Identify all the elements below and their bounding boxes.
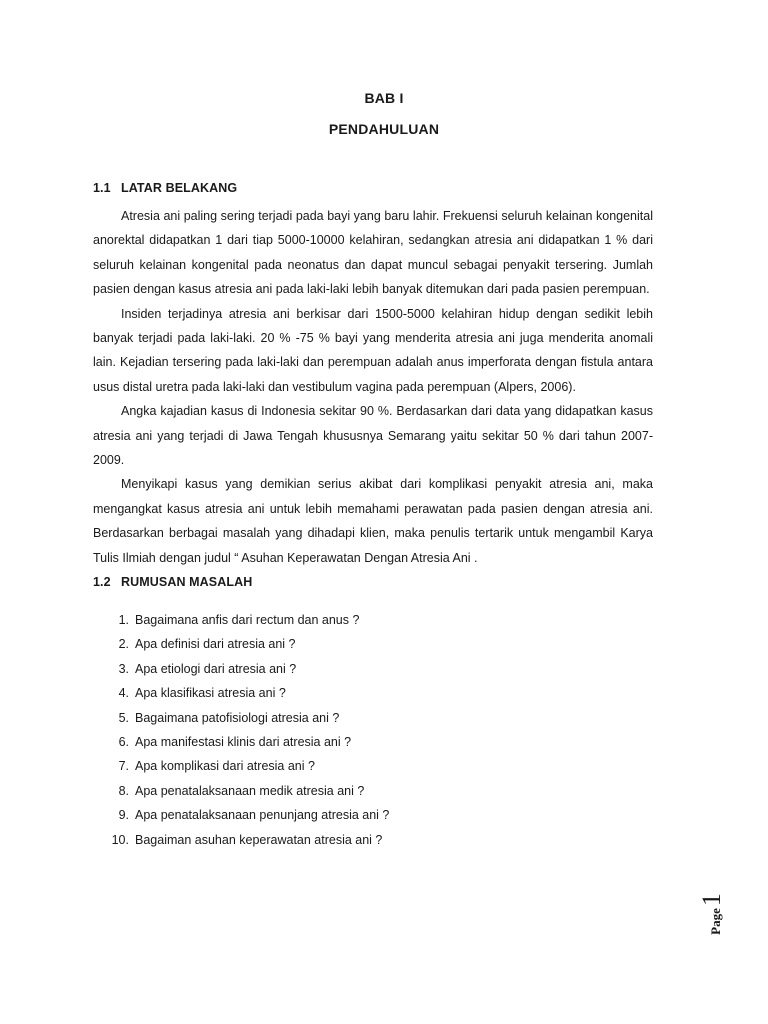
list-number: 6.	[118, 734, 129, 749]
list-item	[93, 807, 653, 831]
list-item	[93, 612, 653, 636]
paragraph: Atresia ani paling sering terjadi pada bayi yang baru lahir. Frekuensi seluruh kelainan kongenital anorektal didapatkan 1 dari tiap 5000-10000 kelahiran, sedangkan atresia ani didapatkan 1 % dari seluruh kelainan kongenital pada neonatus dan dapat muncul sebagai penyakit tersering. Jumlah pasien dengan kasus atresia ani pada laki-laki lebih banyak ditemukan dari pada pasien perempuan.	[93, 209, 653, 297]
section-number: 1.1	[93, 181, 111, 195]
list-text: Apa klasifikasi atresia ani ?	[135, 686, 286, 701]
section-heading-rumusan-masalah	[93, 575, 252, 589]
list-number: 9.	[118, 808, 129, 823]
list-text: Bagaimana patofisiologi atresia ani ?	[135, 710, 340, 725]
list-item	[93, 758, 653, 782]
list-number: 4.	[118, 686, 129, 701]
list-number: 8.	[118, 783, 129, 798]
list-item	[93, 685, 653, 709]
section-number: 1.2	[93, 575, 111, 589]
chapter-number: BAB I	[364, 90, 404, 106]
list-item	[93, 636, 653, 660]
chapter-title: PENDAHULUAN	[328, 121, 440, 137]
paragraph: Menyikapi kasus yang demikian serius akibat dari komplikasi penyakit atresia ani, maka mengangkat kasus atresia ani untuk lebih memahami perawatan pada pasien dengan atresia ani. Berdasarkan berbagai masalah yang dihadapi klien, maka penulis tertarik untuk mengambil Karya Tulis Ilmiah dengan judul “ Asuhan Keperawatan Dengan Atresia Ani .	[93, 477, 653, 565]
list-text: Apa penatalaksanaan penunjang atresia ani ?	[135, 808, 390, 823]
list-item	[93, 710, 653, 734]
section-title: RUMUSAN MASALAH	[121, 575, 253, 589]
section-title: LATAR BELAKANG	[121, 181, 238, 195]
list-text: Bagaimana anfis dari rectum dan anus ?	[135, 613, 360, 627]
list-text: Bagaiman asuhan keperawatan atresia ani ?	[135, 832, 383, 847]
page-number	[697, 893, 757, 935]
list-number: 2.	[118, 637, 129, 652]
list-text: Apa komplikasi dari atresia ani ?	[135, 759, 315, 774]
list-number: 1.	[118, 613, 129, 627]
list-text: Apa definisi dari atresia ani ?	[135, 637, 296, 652]
paragraph: Angka kajadian kasus di Indonesia sekitar 90 %. Berdasarkan dari data yang didapatkan kasus atresia ani yang terjadi di Jawa Tengah khususnya Semarang yaitu sekitar 50 % dari tahun 2007-2009.	[93, 404, 653, 468]
list-number: 3.	[118, 661, 129, 676]
list-text: Apa manifestasi klinis dari atresia ani ?	[135, 734, 352, 749]
problem-list	[93, 612, 653, 856]
background-text	[93, 204, 653, 570]
list-number: 7.	[118, 759, 129, 774]
page-label: Page	[708, 908, 723, 935]
list-item	[93, 661, 653, 685]
paragraph: Insiden terjadinya atresia ani berkisar dari 1500-5000 kelahiran hidup dengan sedikit lebih banyak terjadi pada laki-laki. 20 % -75 % bayi yang menderita atresia ani juga menderita anomali lain. Kejadian tersering pada laki-laki dan perempuan adalah anus imperforata dengan fistula antara usus distal uretra pada laki-laki dan vestibulum vagina pada perempuan (Alpers, 2006).	[93, 306, 653, 394]
list-text: Apa etiologi dari atresia ani ?	[135, 661, 297, 676]
list-item	[93, 832, 653, 856]
list-item	[93, 734, 653, 758]
page-number-value: 1	[697, 893, 726, 907]
list-item	[93, 783, 653, 807]
list-number: 10.	[111, 832, 129, 847]
list-text: Apa penatalaksanaan medik atresia ani ?	[135, 783, 365, 798]
list-number: 5.	[118, 710, 129, 725]
section-heading-latar-belakang	[93, 181, 237, 195]
